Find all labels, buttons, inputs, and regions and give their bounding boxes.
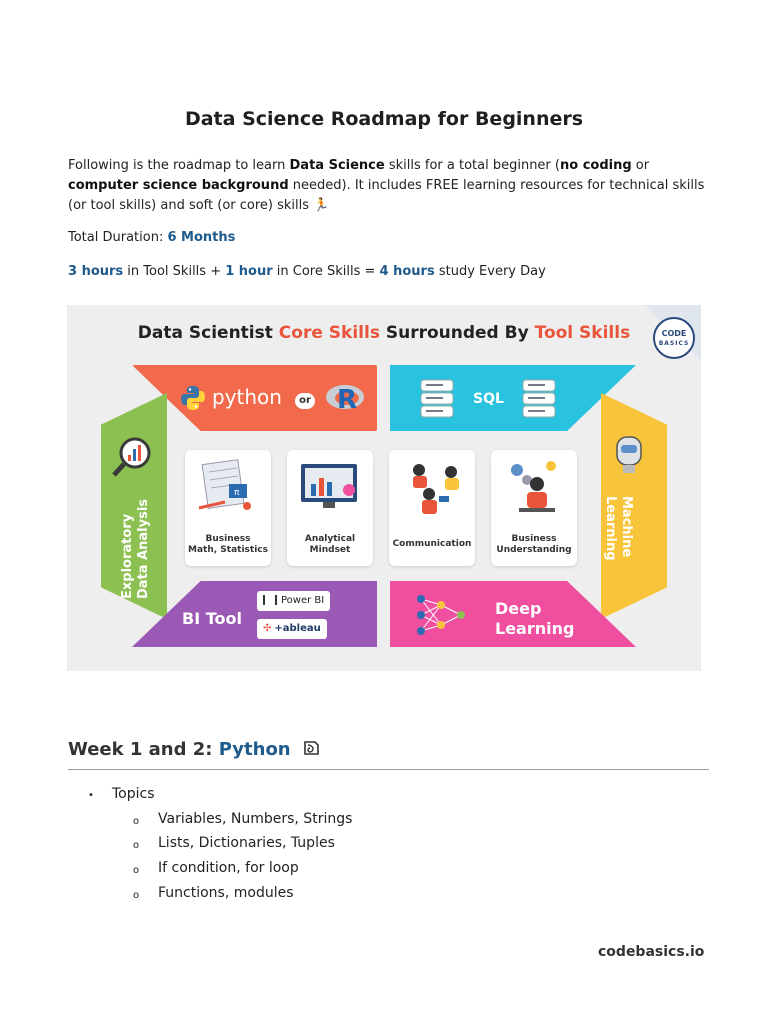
- intro-paragraph: [68, 156, 708, 216]
- svg-text:π: π: [234, 488, 240, 498]
- hours-text: study Every Day: [434, 264, 546, 279]
- skill-card-label: Business Math, Statistics: [188, 534, 268, 555]
- skill-card-label: Business Understanding: [496, 534, 572, 555]
- week-heading-text: Week 1 and 2:: [68, 739, 219, 760]
- svg-text:Machine: Machine: [619, 496, 634, 558]
- total-hours: 4 hours: [379, 264, 435, 279]
- footer-site: codebasics.io: [598, 944, 705, 960]
- list-item: Functions, modules: [158, 885, 294, 901]
- bi-segment: [132, 581, 377, 647]
- list-item: Lists, Dictionaries, Tuples: [158, 835, 335, 851]
- dl-label: [495, 599, 574, 639]
- infographic-title-highlight: Core Skills: [278, 323, 380, 343]
- circle-bullet-icon: o: [133, 840, 140, 851]
- badge-bottom-text: BASICS: [658, 340, 690, 347]
- powerbi-logo: [257, 591, 330, 611]
- daily-hours: [68, 264, 546, 279]
- intro-bold: Data Science: [289, 158, 385, 173]
- skill-card-label: Communication: [392, 539, 472, 549]
- infographic-title-highlight: Tool Skills: [534, 323, 631, 343]
- intro-bold: computer science background: [68, 178, 289, 193]
- tableau-logo: [257, 619, 327, 639]
- hours-text: in Core Skills =: [272, 264, 380, 279]
- core-hours: 1 hour: [225, 264, 273, 279]
- skill-card-math: [185, 450, 271, 566]
- skill-card-business: [491, 450, 577, 566]
- tableau-cross-icon: ✣: [263, 623, 272, 634]
- intro-text: skills for a total beginner (: [384, 158, 560, 173]
- list-item: Topics: [112, 786, 155, 802]
- skill-card-label: Analytical Mindset: [304, 534, 356, 555]
- communication-people-icon: [389, 454, 475, 524]
- skill-card-analytical: [287, 450, 373, 566]
- math-statistics-icon: [185, 454, 271, 524]
- infographic-title-text: Data Scientist: [137, 323, 279, 343]
- powerbi-label: Power BI: [281, 595, 325, 606]
- tool-hours: 3 hours: [68, 264, 124, 279]
- circle-bullet-icon: o: [133, 890, 140, 901]
- dl-label-line2: Learning: [495, 619, 575, 638]
- robot-head-icon: [609, 431, 649, 479]
- analytics-monitor-icon: [287, 454, 373, 524]
- svg-text:Exploratory: Exploratory: [120, 513, 135, 599]
- duration-value: 6 Months: [167, 230, 236, 245]
- infographic-title-text: Surrounded By: [379, 323, 535, 343]
- business-understanding-icon: [491, 454, 577, 524]
- r-label: R: [337, 385, 358, 415]
- eda-label: [111, 495, 157, 599]
- powerbi-bars-icon: [263, 595, 277, 605]
- total-duration: [68, 230, 235, 245]
- intro-text: needed). It includes FREE learning resources for technical skills (or tool skills) and soft (or core) skills 🏃: [68, 178, 705, 213]
- database-icon: [521, 378, 557, 424]
- skill-card-communication: [389, 450, 475, 566]
- circle-bullet-icon: o: [133, 816, 140, 827]
- intro-text: or: [631, 158, 650, 173]
- spiral-notepad-icon: [301, 738, 321, 758]
- tableau-label: +ableau: [274, 623, 321, 634]
- ml-label: [603, 490, 661, 590]
- svg-text:Learning: Learning: [603, 496, 618, 561]
- analysis-magnifier-icon: [111, 435, 155, 483]
- badge-top-text: CODE: [661, 329, 687, 338]
- database-icon: [419, 378, 455, 424]
- intro-text: Following is the roadmap to learn: [68, 158, 290, 173]
- or-label: or: [295, 393, 315, 409]
- bullet-icon: •: [88, 790, 94, 801]
- python-label: python: [212, 385, 282, 409]
- svg-text:Data Analysis: Data Analysis: [136, 498, 151, 599]
- list-item: Variables, Numbers, Strings: [158, 811, 353, 827]
- week-heading-topic: Python: [218, 739, 291, 760]
- heading-divider: [68, 769, 709, 770]
- list-item: If condition, for loop: [158, 860, 299, 876]
- neural-network-icon: [415, 591, 467, 643]
- intro-bold: no coding: [559, 158, 632, 173]
- bi-label: BI Tool: [182, 609, 242, 628]
- duration-label: Total Duration:: [68, 230, 168, 245]
- page-title: Data Science Roadmap for Beginners: [184, 108, 584, 130]
- python-logo-icon: [180, 385, 206, 411]
- skills-infographic: [67, 305, 701, 671]
- week-heading: [68, 738, 321, 760]
- infographic-title: [67, 323, 701, 343]
- sql-label: SQL: [473, 391, 504, 407]
- hours-text: in Tool Skills +: [123, 264, 226, 279]
- dl-label-line1: Deep: [495, 599, 542, 618]
- circle-bullet-icon: o: [133, 865, 140, 876]
